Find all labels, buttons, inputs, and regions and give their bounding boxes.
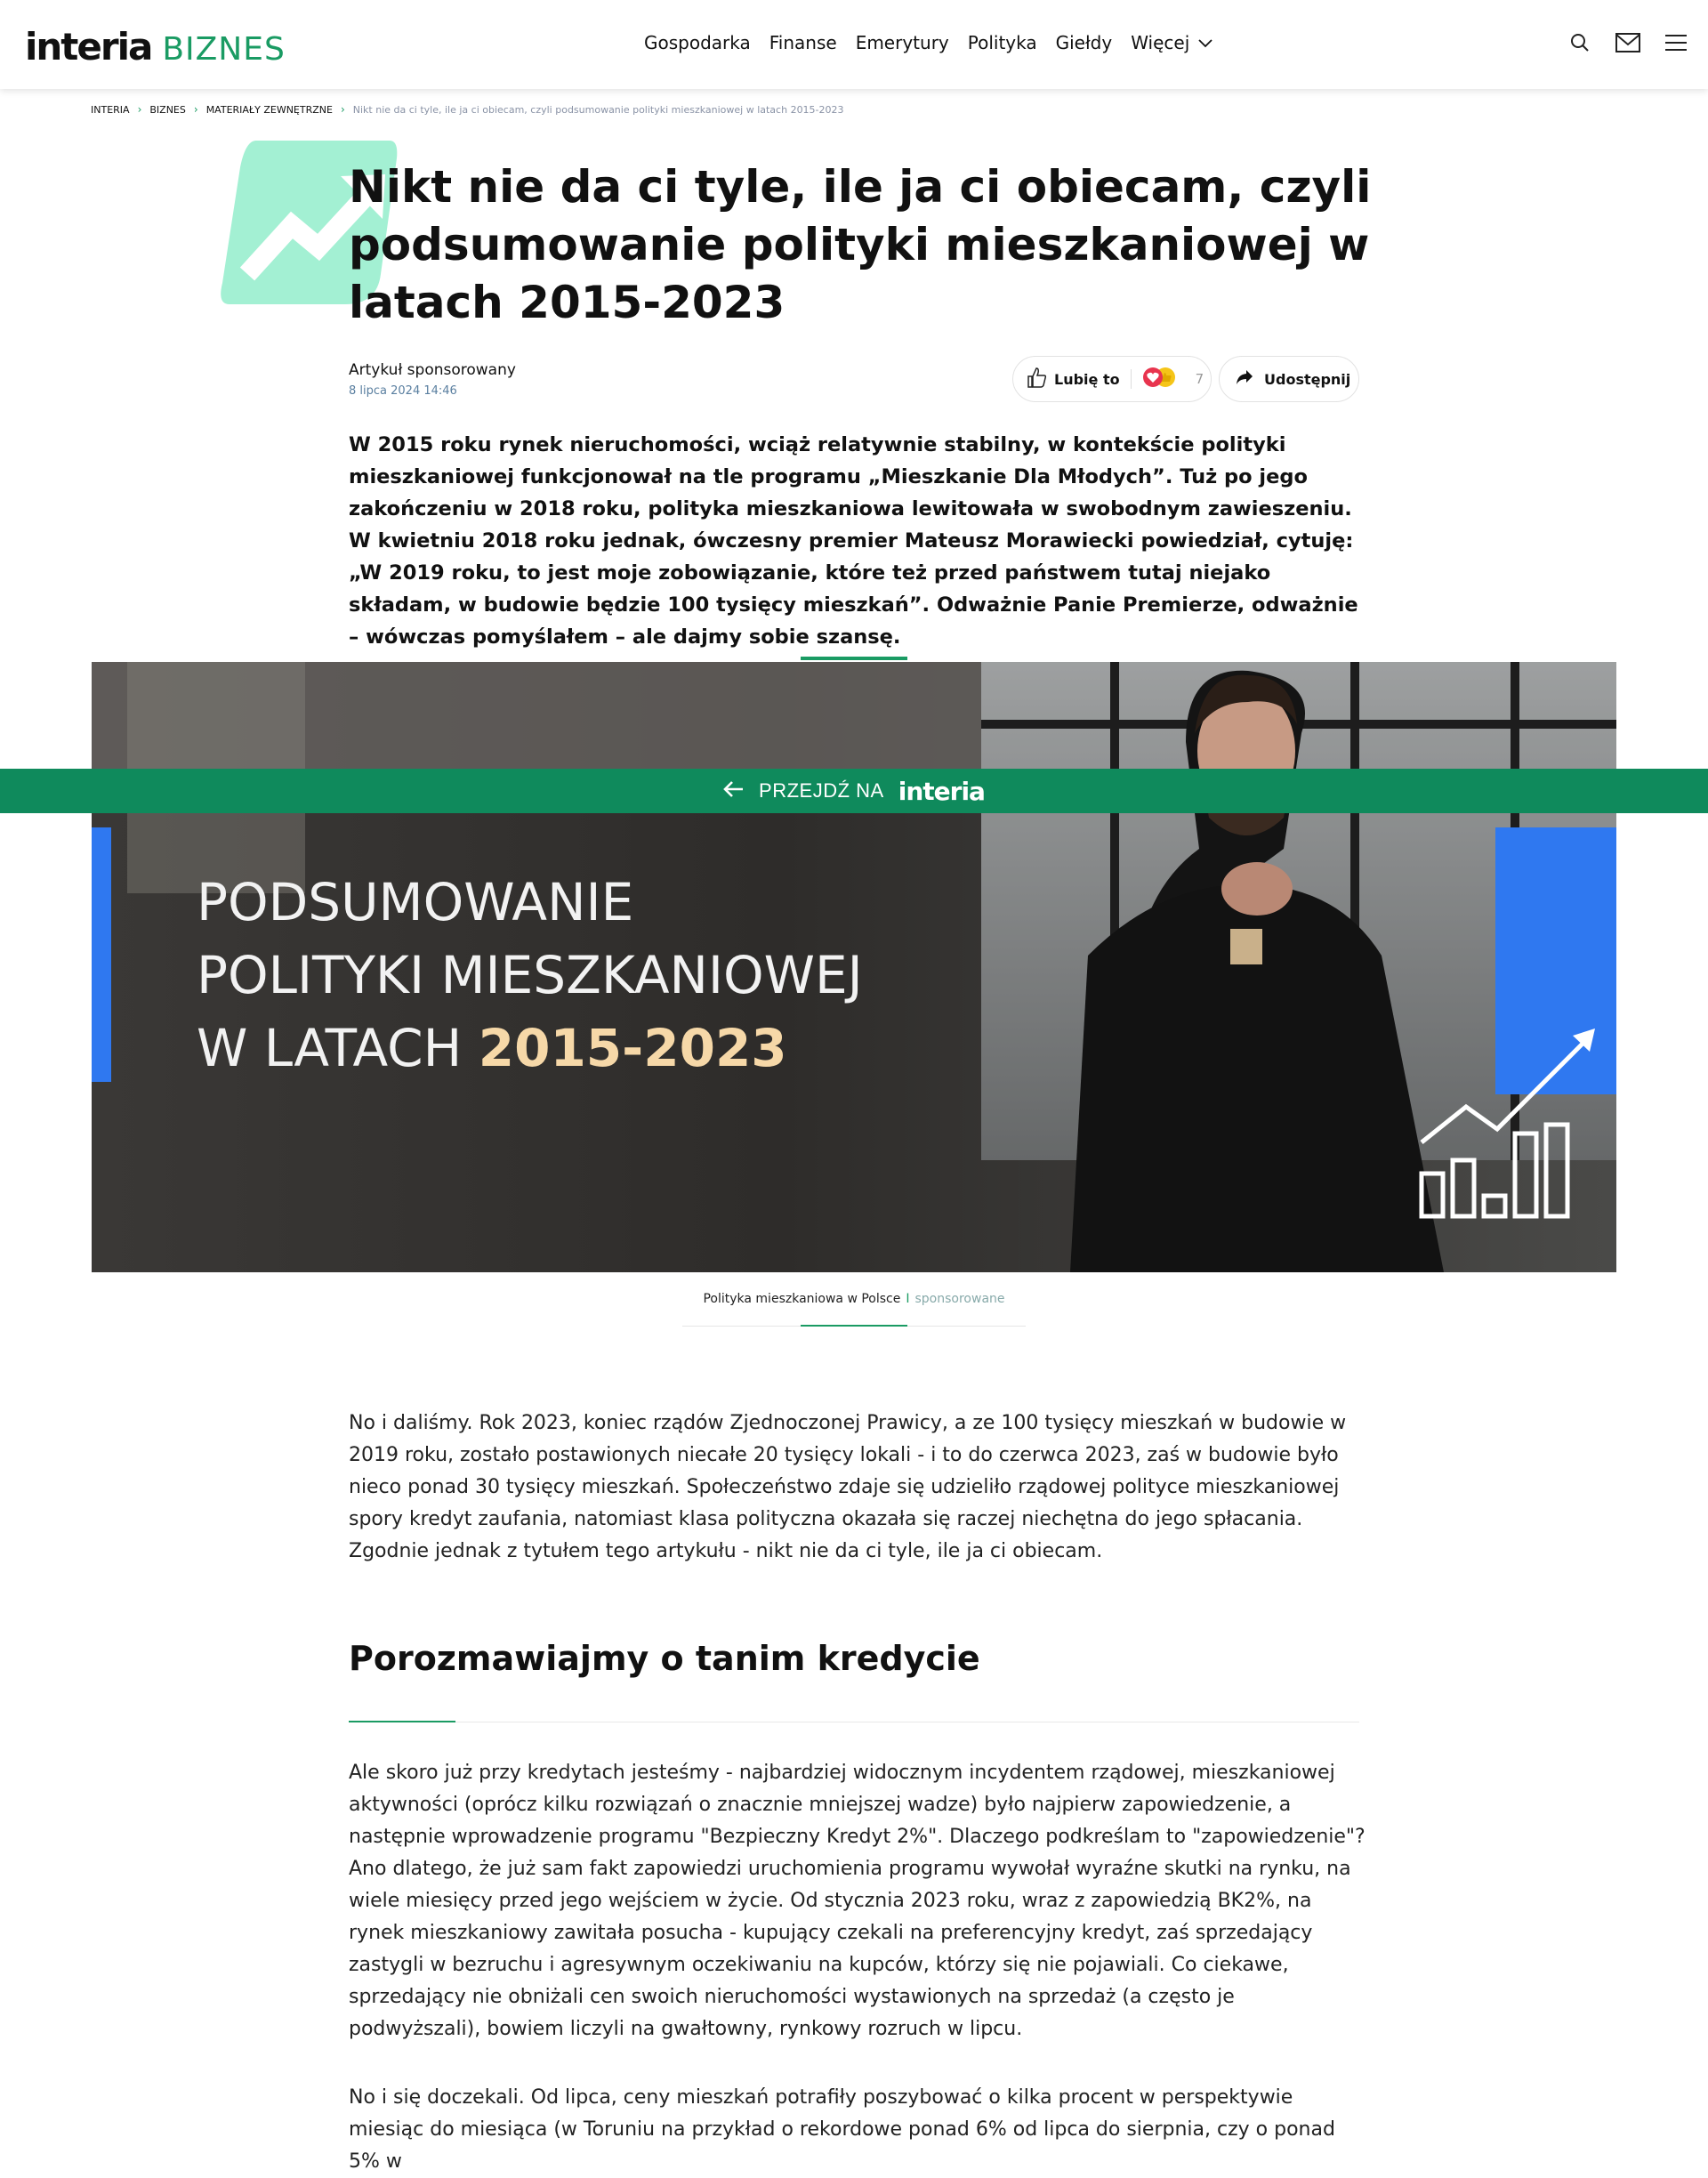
breadcrumb xyxy=(91,103,844,116)
arrow-left-icon xyxy=(723,778,745,804)
like-label: Lubię to xyxy=(1054,370,1120,388)
caption-tag: sponsorowane xyxy=(914,1292,1005,1306)
article-paragraph-1: No i daliśmy. Rok 2023, koniec rządów Zjednoczonej Prawicy, a ze 100 tysięcy mieszkań w budowie w 2019 roku, zostało postawionych niecałe 20 tysięcy lokali - i to do czerwca 2023, zaś w budowie było nieco ponad 30 tysięcy mieszkań. Społeczeństwo zdaje się udzieliło rządowej polityce mieszkaniowej spory kredyt zaufania, natomiast klasa polityczna okazała się raczej niechętna do jego spłacania. Zgodnie jednak z tytułem tego artykułu - nikt nie da ci tyle, ile ja ci obiecam. xyxy=(349,1412,1347,1562)
caption-separator: I xyxy=(906,1292,910,1306)
article-meta xyxy=(349,361,516,398)
nav-item-wiecej[interactable] xyxy=(1131,32,1213,53)
breadcrumb-current: Nikt nie da ci tyle, ile ja ci obiecam, czyli podsumowanie polityki mieszkaniowej w latach 2015-2023 xyxy=(352,103,844,116)
nav-item-gieldy[interactable]: Giełdy xyxy=(1055,32,1113,53)
reactions-icon xyxy=(1142,367,1180,391)
breadcrumb-biznes[interactable]: BIZNES xyxy=(149,103,186,116)
section-heading: Porozmawiajmy o tanim kredycie xyxy=(349,1639,980,1678)
breadcrumb-interia[interactable]: INTERIA xyxy=(91,103,130,116)
svg-text:W LATACH 2015-2023 xyxy=(197,1018,787,1078)
nav-item-gospodarka[interactable]: Gospodarka xyxy=(644,32,751,53)
like-divider xyxy=(1131,369,1132,389)
hero-line1: PODSUMOWANIE xyxy=(197,872,634,932)
logo-main: interia xyxy=(25,25,152,69)
breadcrumb-separator-icon: › xyxy=(193,103,198,116)
banner-text: PRZEJDŹ NA xyxy=(759,779,884,802)
hero-line3-a: W LATACH xyxy=(197,1018,479,1078)
nav-item-finanse[interactable]: Finanse xyxy=(769,32,837,53)
like-count: 7 xyxy=(1195,371,1204,387)
nav-item-polityka[interactable]: Polityka xyxy=(967,32,1037,53)
article-paragraph-3: No i się doczekali. Od lipca, ceny mieszkań potrafiły poszybować o kilka procent w perspektywie miesiąc do miesiąca (w Toruniu na przykład o rekordowe ponad 6% od lipca do sierpnia, czy o ponad 5% w xyxy=(349,2086,1335,2173)
chevron-down-icon xyxy=(1198,35,1213,52)
main-nav xyxy=(644,32,1231,53)
logo-section: BIZNES xyxy=(162,31,286,68)
image-caption xyxy=(0,1292,1708,1306)
search-icon[interactable] xyxy=(1567,30,1592,55)
like-button[interactable] xyxy=(1012,356,1212,402)
nav-item-emerytury[interactable]: Emerytury xyxy=(855,32,949,53)
section-accent-line xyxy=(349,1721,455,1722)
caption-text: Polityka mieszkaniowa w Polsce xyxy=(703,1292,901,1306)
article-date: 8 lipca 2024 14:46 xyxy=(349,384,457,398)
hero-accent-line xyxy=(801,657,907,660)
article-paragraph-2: Ale skoro już przy kredytach jesteśmy - najbardziej widocznym incydentem rządowej, mieszkaniowej aktywności (oprócz kilku rozwiązań o znacznie mniejszej wadze) było najpierw zapowiedzenie, a następnie wprowadzenie programu "Bezpieczny Kredyt 2%". Dlaczego podkreślam to "zapowiedzenie"? Ano dlatego, że już sam fakt zapowiedzi uruchomienia programu wywołał wyraźne skutki na rynku, na wiele miesięcy przed jego wejściem w życie. Od stycznia 2023 roku, wraz z zapowiedzią BK2%, na rynek mieszkaniowy zawitała posucha - kupujący czekali na preferencyjny kredyt, zaś sprzedający zastygli w bezruchu i agresywnym oczekiwaniu na kupców, którzy się nie pojawiali. Co ciekawe, sprzedający nie obniżali cen swoich nieruchomości wystawionych na sprzedaż (a często je podwyższali), bowiem liczyli na gwałtowny, rynkowy rozruch w lipcu. xyxy=(349,1762,1366,2040)
breadcrumb-materialy[interactable]: MATERIAŁY ZEWNĘTRZNE xyxy=(205,103,333,116)
top-navigation-bar xyxy=(0,0,1708,89)
breadcrumb-separator-icon: › xyxy=(137,103,142,116)
nav-item-wiecej-label: Więcej xyxy=(1131,32,1190,53)
banner-brand-logo: interia xyxy=(898,776,985,806)
thumb-up-icon xyxy=(1027,367,1047,391)
site-logo[interactable] xyxy=(25,25,286,69)
header-actions xyxy=(1567,30,1688,55)
mail-icon[interactable] xyxy=(1615,30,1640,55)
hero-line3-b: 2015-2023 xyxy=(478,1018,787,1078)
share-label: Udostępnij xyxy=(1264,370,1351,388)
share-arrow-icon xyxy=(1236,369,1253,389)
hero-line2: POLITYKI MIESZKANIOWEJ xyxy=(197,945,863,1005)
breadcrumb-separator-icon: › xyxy=(340,103,345,116)
share-button[interactable] xyxy=(1219,356,1359,402)
article-type: Artykuł sponsorowany xyxy=(349,361,516,379)
go-to-interia-banner[interactable] xyxy=(0,769,1708,813)
article-title: Nikt nie da ci tyle, ile ja ci obiecam, czyli podsumowanie polityki mieszkaniowej w latach 2015-2023 xyxy=(349,161,1372,328)
hero-image xyxy=(92,662,1616,1272)
menu-icon[interactable] xyxy=(1664,30,1688,55)
article-lead: W 2015 roku rynek nieruchomości, wciąż relatywnie stabilny, w kontekście polityki mieszkaniowej funkcjonował na tle programu „Mieszkanie Dla Młodych”. Tuż po jego zakończeniu w 2018 roku, polityka mieszkaniowa lewitowała w swobodnym zawieszeniu. W kwietniu 2018 roku jednak, ówczesny premier Mateusz Morawiecki powiedział, cytuję: „W 2019 roku, to jest moje zobowiązanie, które też przed państwem tutaj niejako składam, w budowie będzie 100 tysięcy mieszkań”. Odważnie Panie Premierze, odważnie – wówczas pomyślałem – ale dajmy sobie szansę. xyxy=(349,433,1358,649)
caption-accent-line xyxy=(801,1325,907,1327)
